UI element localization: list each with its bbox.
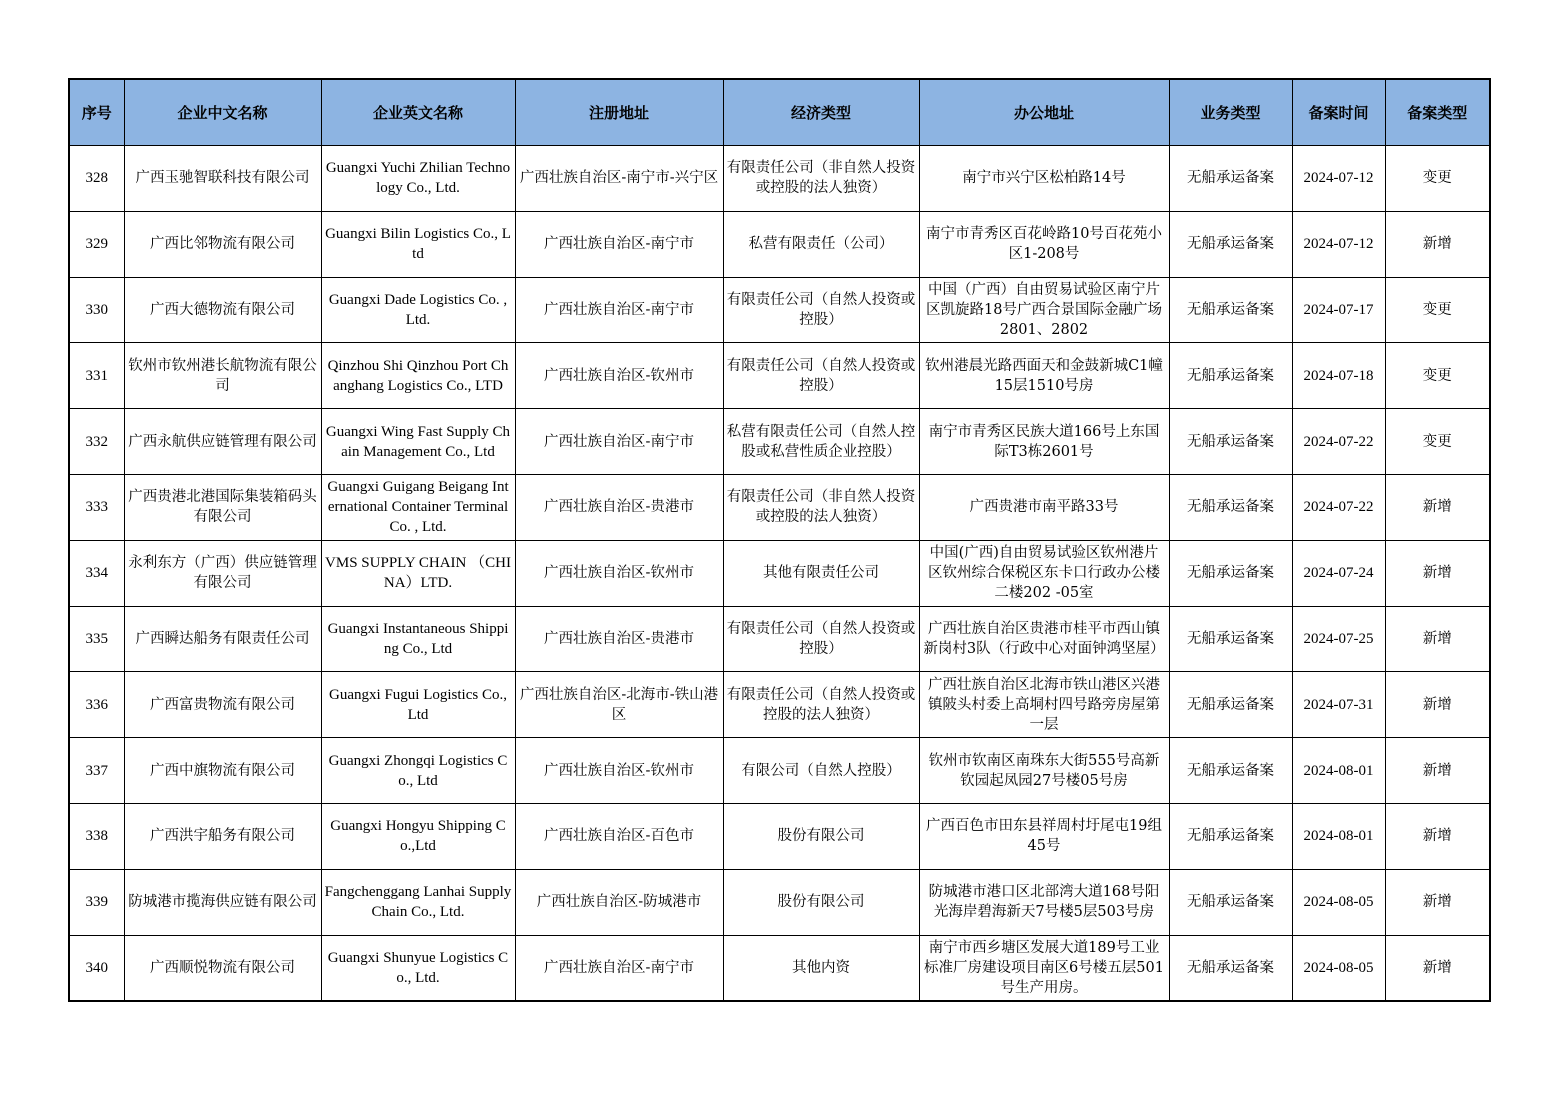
cell-reg-address: 广西壮族自治区-南宁市 bbox=[515, 935, 723, 1001]
cell-reg-address: 广西壮族自治区-南宁市 bbox=[515, 409, 723, 475]
cell-economic-type: 有限责任公司（自然人投资或控股） bbox=[723, 606, 919, 672]
table-row bbox=[69, 146, 1490, 212]
cell-business-type: 无船承运备案 bbox=[1169, 474, 1292, 540]
cell-cn-name: 广西玉驰智联科技有限公司 bbox=[124, 146, 321, 212]
cell-index: 329 bbox=[69, 211, 124, 277]
table-row bbox=[69, 869, 1490, 935]
cell-business-type: 无船承运备案 bbox=[1169, 146, 1292, 212]
cell-economic-type: 股份有限公司 bbox=[723, 803, 919, 869]
header-cell-office-address: 办公地址 bbox=[919, 79, 1169, 146]
header-cell-en-name: 企业英文名称 bbox=[321, 79, 515, 146]
cell-record-type: 新增 bbox=[1385, 869, 1490, 935]
header-row bbox=[69, 79, 1490, 146]
table-row bbox=[69, 343, 1490, 409]
cell-record-type: 变更 bbox=[1385, 277, 1490, 343]
cell-business-type: 无船承运备案 bbox=[1169, 343, 1292, 409]
cell-record-date: 2024-08-01 bbox=[1292, 803, 1385, 869]
cell-reg-address: 广西壮族自治区-钦州市 bbox=[515, 738, 723, 804]
cell-reg-address: 广西壮族自治区-贵港市 bbox=[515, 606, 723, 672]
cell-reg-address: 广西壮族自治区-南宁市 bbox=[515, 211, 723, 277]
cell-record-date: 2024-08-01 bbox=[1292, 738, 1385, 804]
cell-cn-name: 广西贵港北港国际集装箱码头有限公司 bbox=[124, 474, 321, 540]
header-cell-record-type: 备案类型 bbox=[1385, 79, 1490, 146]
cell-en-name: Guangxi Dade Logistics Co. ,Ltd. bbox=[321, 277, 515, 343]
cell-record-type: 变更 bbox=[1385, 146, 1490, 212]
cell-reg-address: 广西壮族自治区-南宁市-兴宁区 bbox=[515, 146, 723, 212]
cell-record-type: 新增 bbox=[1385, 935, 1490, 1001]
cell-record-date: 2024-07-24 bbox=[1292, 540, 1385, 606]
cell-economic-type: 其他有限责任公司 bbox=[723, 540, 919, 606]
table-header bbox=[69, 79, 1490, 146]
cell-record-date: 2024-07-22 bbox=[1292, 474, 1385, 540]
cell-index: 328 bbox=[69, 146, 124, 212]
cell-record-date: 2024-07-12 bbox=[1292, 211, 1385, 277]
cell-cn-name: 广西比邻物流有限公司 bbox=[124, 211, 321, 277]
cell-en-name: Guangxi Fugui Logistics Co., Ltd bbox=[321, 672, 515, 738]
cell-cn-name: 广西中旗物流有限公司 bbox=[124, 738, 321, 804]
cell-index: 331 bbox=[69, 343, 124, 409]
cell-office-address: 钦州市钦南区南珠东大街555号高新钦园起凤园27号楼05号房 bbox=[919, 738, 1169, 804]
cell-index: 335 bbox=[69, 606, 124, 672]
cell-cn-name: 广西永航供应链管理有限公司 bbox=[124, 409, 321, 475]
cell-reg-address: 广西壮族自治区-北海市-铁山港区 bbox=[515, 672, 723, 738]
table-row bbox=[69, 409, 1490, 475]
cell-en-name: Guangxi Zhongqi Logistics Co., Ltd bbox=[321, 738, 515, 804]
cell-en-name: Guangxi Shunyue Logistics Co., Ltd. bbox=[321, 935, 515, 1001]
header-cell-record-date: 备案时间 bbox=[1292, 79, 1385, 146]
cell-en-name: Guangxi Bilin Logistics Co., Ltd bbox=[321, 211, 515, 277]
cell-en-name: Qinzhou Shi Qinzhou Port Changhang Logistics Co., LTD bbox=[321, 343, 515, 409]
cell-record-type: 新增 bbox=[1385, 474, 1490, 540]
cell-en-name: VMS SUPPLY CHAIN （CHINA）LTD. bbox=[321, 540, 515, 606]
header-cell-business-type: 业务类型 bbox=[1169, 79, 1292, 146]
cell-cn-name: 广西富贵物流有限公司 bbox=[124, 672, 321, 738]
cell-economic-type: 其他内资 bbox=[723, 935, 919, 1001]
cell-reg-address: 广西壮族自治区-百色市 bbox=[515, 803, 723, 869]
cell-en-name: Guangxi Guigang Beigang International Container Terminal Co. , Ltd. bbox=[321, 474, 515, 540]
cell-reg-address: 广西壮族自治区-贵港市 bbox=[515, 474, 723, 540]
cell-office-address: 防城港市港口区北部湾大道168号阳光海岸碧海新天7号楼5层503号房 bbox=[919, 869, 1169, 935]
table-row bbox=[69, 606, 1490, 672]
cell-economic-type: 有限责任公司（自然人投资或控股） bbox=[723, 277, 919, 343]
cell-index: 339 bbox=[69, 869, 124, 935]
cell-cn-name: 广西洪宇船务有限公司 bbox=[124, 803, 321, 869]
cell-index: 333 bbox=[69, 474, 124, 540]
cell-record-date: 2024-07-12 bbox=[1292, 146, 1385, 212]
cell-office-address: 南宁市兴宁区松柏路14号 bbox=[919, 146, 1169, 212]
cell-business-type: 无船承运备案 bbox=[1169, 869, 1292, 935]
cell-record-date: 2024-07-31 bbox=[1292, 672, 1385, 738]
cell-business-type: 无船承运备案 bbox=[1169, 935, 1292, 1001]
cell-business-type: 无船承运备案 bbox=[1169, 277, 1292, 343]
cell-office-address: 广西壮族自治区贵港市桂平市西山镇新岗村3队（行政中心对面钟鸿坚屋） bbox=[919, 606, 1169, 672]
header-cell-reg-address: 注册地址 bbox=[515, 79, 723, 146]
cell-office-address: 南宁市西乡塘区发展大道189号工业标准厂房建设项目南区6号楼五层501号生产用房。 bbox=[919, 935, 1169, 1001]
cell-index: 334 bbox=[69, 540, 124, 606]
cell-office-address: 广西壮族自治区北海市铁山港区兴港镇陂头村委上高垌村四号路旁房屋第一层 bbox=[919, 672, 1169, 738]
cell-record-type: 新增 bbox=[1385, 211, 1490, 277]
cell-reg-address: 广西壮族自治区-钦州市 bbox=[515, 540, 723, 606]
cell-record-type: 新增 bbox=[1385, 803, 1490, 869]
cell-business-type: 无船承运备案 bbox=[1169, 540, 1292, 606]
cell-record-date: 2024-07-17 bbox=[1292, 277, 1385, 343]
cell-cn-name: 防城港市揽海供应链有限公司 bbox=[124, 869, 321, 935]
table-row bbox=[69, 935, 1490, 1001]
cell-office-address: 广西贵港市南平路33号 bbox=[919, 474, 1169, 540]
cell-record-date: 2024-07-25 bbox=[1292, 606, 1385, 672]
cell-office-address: 中国(广西)自由贸易试验区钦州港片区钦州综合保税区东卡口行政办公楼二楼202 -05室 bbox=[919, 540, 1169, 606]
table-row bbox=[69, 211, 1490, 277]
cell-business-type: 无船承运备案 bbox=[1169, 409, 1292, 475]
table-body bbox=[69, 146, 1490, 1002]
cell-business-type: 无船承运备案 bbox=[1169, 803, 1292, 869]
cell-office-address: 南宁市青秀区民族大道166号上东国际T3栋2601号 bbox=[919, 409, 1169, 475]
table-row bbox=[69, 738, 1490, 804]
cell-record-type: 变更 bbox=[1385, 409, 1490, 475]
record-table bbox=[68, 78, 1491, 1002]
cell-economic-type: 私营有限责任公司（自然人控股或私营性质企业控股） bbox=[723, 409, 919, 475]
table-row bbox=[69, 277, 1490, 343]
cell-office-address: 钦州港晨光路西面天和金鼓新城C1幢15层1510号房 bbox=[919, 343, 1169, 409]
cell-economic-type: 有限责任公司（自然人投资或控股） bbox=[723, 343, 919, 409]
header-cell-economic-type: 经济类型 bbox=[723, 79, 919, 146]
cell-cn-name: 广西大德物流有限公司 bbox=[124, 277, 321, 343]
cell-record-date: 2024-08-05 bbox=[1292, 935, 1385, 1001]
cell-record-type: 新增 bbox=[1385, 672, 1490, 738]
header-cell-index: 序号 bbox=[69, 79, 124, 146]
cell-en-name: Guangxi Wing Fast Supply Chain Management Co., Ltd bbox=[321, 409, 515, 475]
cell-office-address: 广西百色市田东县祥周村圩尾屯19组45号 bbox=[919, 803, 1169, 869]
cell-en-name: Guangxi Hongyu Shipping Co.,Ltd bbox=[321, 803, 515, 869]
cell-record-date: 2024-08-05 bbox=[1292, 869, 1385, 935]
cell-business-type: 无船承运备案 bbox=[1169, 606, 1292, 672]
cell-en-name: Guangxi Yuchi Zhilian Technology Co., Ltd. bbox=[321, 146, 515, 212]
cell-economic-type: 有限责任公司（非自然人投资或控股的法人独资） bbox=[723, 474, 919, 540]
cell-office-address: 南宁市青秀区百花岭路10号百花苑小区1-208号 bbox=[919, 211, 1169, 277]
cell-economic-type: 有限责任公司（非自然人投资或控股的法人独资） bbox=[723, 146, 919, 212]
cell-office-address: 中国（广西）自由贸易试验区南宁片区凯旋路18号广西合景国际金融广场2801、2802 bbox=[919, 277, 1169, 343]
table-row bbox=[69, 803, 1490, 869]
table-row bbox=[69, 540, 1490, 606]
cell-record-date: 2024-07-22 bbox=[1292, 409, 1385, 475]
cell-economic-type: 有限责任公司（自然人投资或控股的法人独资） bbox=[723, 672, 919, 738]
cell-record-type: 新增 bbox=[1385, 738, 1490, 804]
record-sheet bbox=[68, 78, 1489, 1002]
cell-economic-type: 私营有限责任（公司） bbox=[723, 211, 919, 277]
cell-index: 337 bbox=[69, 738, 124, 804]
cell-cn-name: 广西顺悦物流有限公司 bbox=[124, 935, 321, 1001]
cell-reg-address: 广西壮族自治区-防城港市 bbox=[515, 869, 723, 935]
cell-reg-address: 广西壮族自治区-南宁市 bbox=[515, 277, 723, 343]
cell-index: 330 bbox=[69, 277, 124, 343]
cell-business-type: 无船承运备案 bbox=[1169, 211, 1292, 277]
cell-index: 340 bbox=[69, 935, 124, 1001]
table-row bbox=[69, 474, 1490, 540]
cell-record-type: 新增 bbox=[1385, 606, 1490, 672]
cell-economic-type: 股份有限公司 bbox=[723, 869, 919, 935]
cell-en-name: Guangxi Instantaneous Shipping Co., Ltd bbox=[321, 606, 515, 672]
cell-cn-name: 钦州市钦州港长航物流有限公司 bbox=[124, 343, 321, 409]
cell-reg-address: 广西壮族自治区-钦州市 bbox=[515, 343, 723, 409]
cell-index: 338 bbox=[69, 803, 124, 869]
table-row bbox=[69, 672, 1490, 738]
cell-cn-name: 永利东方（广西）供应链管理有限公司 bbox=[124, 540, 321, 606]
cell-record-date: 2024-07-18 bbox=[1292, 343, 1385, 409]
cell-en-name: Fangchenggang Lanhai Supply Chain Co., Ltd. bbox=[321, 869, 515, 935]
cell-economic-type: 有限公司（自然人控股） bbox=[723, 738, 919, 804]
cell-cn-name: 广西瞬达船务有限责任公司 bbox=[124, 606, 321, 672]
cell-index: 332 bbox=[69, 409, 124, 475]
header-cell-cn-name: 企业中文名称 bbox=[124, 79, 321, 146]
cell-business-type: 无船承运备案 bbox=[1169, 672, 1292, 738]
cell-index: 336 bbox=[69, 672, 124, 738]
cell-record-type: 变更 bbox=[1385, 343, 1490, 409]
cell-record-type: 新增 bbox=[1385, 540, 1490, 606]
cell-business-type: 无船承运备案 bbox=[1169, 738, 1292, 804]
